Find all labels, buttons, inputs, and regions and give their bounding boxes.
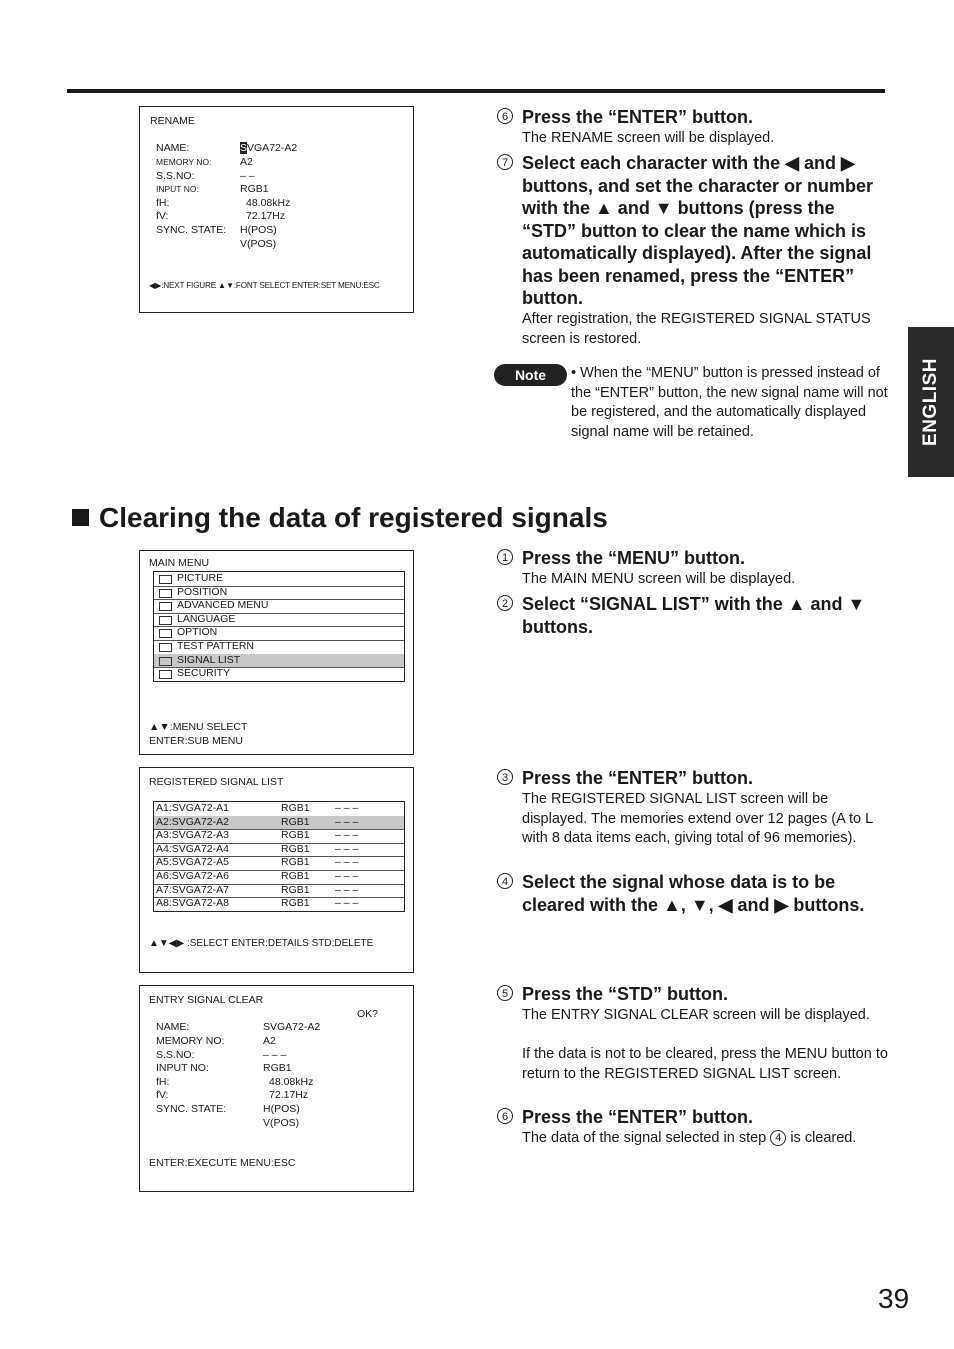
step-body: If the data is not to be cleared, press the MENU button to return to the REGISTERED SIGNAL LIST screen. <box>522 1046 888 1082</box>
menu-item-label: SECURITY <box>177 667 231 680</box>
signal-name: A7:SVGA72-A7 <box>156 883 229 896</box>
table-row <box>154 829 404 844</box>
step-body-text: The data of the signal selected in step <box>522 1130 767 1146</box>
option-icon <box>159 629 172 638</box>
security-icon <box>159 670 172 679</box>
field-label: fH: <box>156 1076 170 1088</box>
language-tab-label: ENGLISH <box>920 358 941 446</box>
screen-title: RENAME <box>150 115 195 127</box>
step-body: The MAIN MENU screen will be displayed. <box>522 571 796 587</box>
signal-input: RGB1 <box>281 883 310 896</box>
menu-item <box>154 667 404 681</box>
signal-ss: – – – <box>335 856 359 869</box>
field-label: SYNC. STATE: <box>156 224 227 236</box>
signal-name: A6:SVGA72-A6 <box>156 870 229 882</box>
test-pattern-icon <box>159 643 172 652</box>
signal-name: A8:SVGA72-A8 <box>156 897 229 910</box>
main-menu-screen <box>139 550 414 755</box>
position-icon <box>159 589 172 598</box>
field-value: H(POS) <box>263 1103 300 1115</box>
signal-ss: – – – <box>335 870 359 882</box>
step-heading: Press the “STD” button. <box>522 984 729 1004</box>
field-value: 48.08kHz <box>269 1076 314 1088</box>
field-label: fV: <box>156 210 169 222</box>
signal-ss: – – – <box>335 842 359 855</box>
ok-prompt: OK? <box>357 1008 379 1020</box>
step-number: 6 <box>497 108 513 124</box>
menu-item <box>154 586 404 601</box>
field-value: – – <box>240 170 255 182</box>
menu-item-label: LANGUAGE <box>177 612 236 625</box>
square-bullet-icon <box>72 509 89 526</box>
signal-name: A3:SVGA72-A3 <box>156 829 229 842</box>
table-row <box>154 843 404 858</box>
screen-footer: ▲▼◀▶ :SELECT ENTER:DETAILS STD:DELETE <box>149 938 374 949</box>
field-label: S.S.NO: <box>156 1049 195 1061</box>
field-value: – – – <box>263 1049 287 1061</box>
signal-input: RGB1 <box>281 870 310 882</box>
name-value: VGA72-A2 <box>247 142 298 154</box>
menu-item <box>154 599 404 614</box>
field-value: RGB1 <box>263 1062 292 1074</box>
table-row <box>154 870 404 885</box>
field-label: SYNC. STATE: <box>156 1103 227 1115</box>
field-label: INPUT NO: <box>156 184 199 194</box>
field-value <box>240 142 297 154</box>
step-heading: Press the “ENTER” button. <box>522 1107 754 1127</box>
screen-footer: ENTER:SUB MENU <box>149 735 243 747</box>
menu-list <box>153 571 405 682</box>
signal-input: RGB1 <box>281 897 310 910</box>
step-heading: Press the “ENTER” button. <box>522 107 754 127</box>
section-title-text: Clearing the data of registered signals <box>99 502 608 533</box>
field-value: SVGA72-A2 <box>263 1021 321 1033</box>
step-number: 4 <box>497 873 513 889</box>
step-number: 1 <box>497 549 513 565</box>
step-heading: Select each character with the ◀ and ▶ buttons, and set the character or number with the ▲ and ▼ buttons (press the “STD” button to clear the name which is automatically displayed). After the signal has been renamed, press the “ENTER” button. <box>522 153 874 308</box>
signal-input: RGB1 <box>281 856 310 869</box>
picture-icon <box>159 575 172 584</box>
page-number: 39 <box>878 1283 910 1314</box>
field-label: NAME: <box>156 1021 190 1033</box>
step-body: The REGISTERED SIGNAL LIST screen will be displayed. The memories extend over 12 pages (A to L with 8 data items each, giving total of 96 memories). <box>522 791 873 846</box>
field-label: MEMORY NO: <box>156 1035 225 1047</box>
signal-input: RGB1 <box>281 829 310 842</box>
menu-item-label: SIGNAL LIST <box>177 653 241 666</box>
table-row-selected <box>154 816 404 831</box>
field-value: 72.17Hz <box>246 210 286 222</box>
field-label: INPUT NO: <box>156 1062 209 1074</box>
menu-item <box>154 626 404 641</box>
menu-item-label: TEST PATTERN <box>177 640 255 652</box>
field-value: A2 <box>240 156 253 168</box>
table-row <box>154 884 404 899</box>
step-body: The ENTRY SIGNAL CLEAR screen will be displayed. <box>522 1007 870 1023</box>
language-icon <box>159 616 172 625</box>
menu-item-label: POSITION <box>177 585 228 598</box>
step-heading: Press the “ENTER” button. <box>522 768 754 788</box>
menu-item-label: OPTION <box>177 626 218 639</box>
step-heading: Press the “MENU” button. <box>522 548 746 568</box>
menu-item <box>154 613 404 628</box>
screen-title: ENTRY SIGNAL CLEAR <box>149 994 264 1006</box>
step-number: 6 <box>497 1108 513 1124</box>
step-ref-number: 4 <box>770 1130 786 1146</box>
menu-item <box>154 640 404 655</box>
field-value: H(POS) <box>240 224 277 236</box>
step-number: 5 <box>497 985 513 1001</box>
signal-ss: – – – <box>335 815 359 828</box>
note-text: • When the “MENU” button is pressed instead of the “ENTER” button, the new signal name will not be registered, and the automatically displayed signal name will be retained. <box>571 365 888 440</box>
signal-list-screen <box>139 767 414 973</box>
signal-input: RGB1 <box>281 802 310 814</box>
screen-footer: ◀▶:NEXT FIGURE ▲▼:FONT SELECT ENTER:SET MENU:ESC <box>149 281 380 290</box>
rename-screen <box>139 106 414 313</box>
menu-item-label: PICTURE <box>177 572 224 584</box>
section-title <box>72 502 608 534</box>
advanced-icon <box>159 602 172 611</box>
field-label: NAME: <box>156 142 190 154</box>
signal-ss: – – – <box>335 897 359 910</box>
step-body: The RENAME screen will be displayed. <box>522 130 775 146</box>
signal-input: RGB1 <box>281 842 310 855</box>
entry-clear-screen <box>139 985 414 1192</box>
signal-name: A2:SVGA72-A2 <box>156 815 229 828</box>
step-number: 3 <box>497 769 513 785</box>
field-value: V(POS) <box>240 238 277 250</box>
language-tab <box>908 327 954 477</box>
field-label: fH: <box>156 197 170 209</box>
field-value: RGB1 <box>240 183 269 195</box>
table-row <box>154 856 404 871</box>
table-row <box>154 802 404 817</box>
screen-footer: ▲▼:MENU SELECT <box>149 721 248 733</box>
screen-title: MAIN MENU <box>149 557 210 569</box>
field-value: 48.08kHz <box>246 197 291 209</box>
signal-ss: – – – <box>335 883 359 896</box>
menu-item-selected <box>154 654 404 669</box>
signal-name: A5:SVGA72-A5 <box>156 856 229 869</box>
signal-input: RGB1 <box>281 815 310 828</box>
signal-table <box>153 801 405 912</box>
step-number: 2 <box>497 595 513 611</box>
step-body <box>522 1129 888 1149</box>
signal-ss: – – – <box>335 802 359 814</box>
field-label: fV: <box>156 1089 169 1101</box>
field-label: S.S.NO: <box>156 170 195 182</box>
field-value: A2 <box>263 1035 276 1047</box>
step-heading: Select “SIGNAL LIST” with the ▲ and ▼ buttons. <box>522 594 866 637</box>
step-body-text: is cleared. <box>790 1130 857 1146</box>
step-number: 7 <box>497 154 513 170</box>
screen-title: REGISTERED SIGNAL LIST <box>149 776 284 788</box>
menu-item-label: ADVANCED MENU <box>177 599 269 612</box>
field-value: V(POS) <box>263 1117 300 1129</box>
table-row <box>154 897 404 911</box>
top-rule <box>67 89 885 93</box>
field-label: MEMORY NO: <box>156 157 212 167</box>
screen-footer: ENTER:EXECUTE MENU:ESC <box>149 1157 296 1169</box>
signal-list-icon <box>159 657 172 666</box>
step-body: After registration, the REGISTERED SIGNAL STATUS screen is restored. <box>522 311 871 347</box>
cursor-char: S <box>240 142 248 154</box>
field-value: 72.17Hz <box>269 1089 309 1101</box>
menu-item <box>154 572 404 587</box>
note-badge: Note <box>494 364 567 386</box>
signal-ss: – – – <box>335 829 359 842</box>
signal-name: A1:SVGA72-A1 <box>156 802 229 814</box>
signal-name: A4:SVGA72-A4 <box>156 842 229 855</box>
step-heading: Select the signal whose data is to be cleared with the ▲, ▼, ◀ and ▶ buttons. <box>522 872 865 915</box>
